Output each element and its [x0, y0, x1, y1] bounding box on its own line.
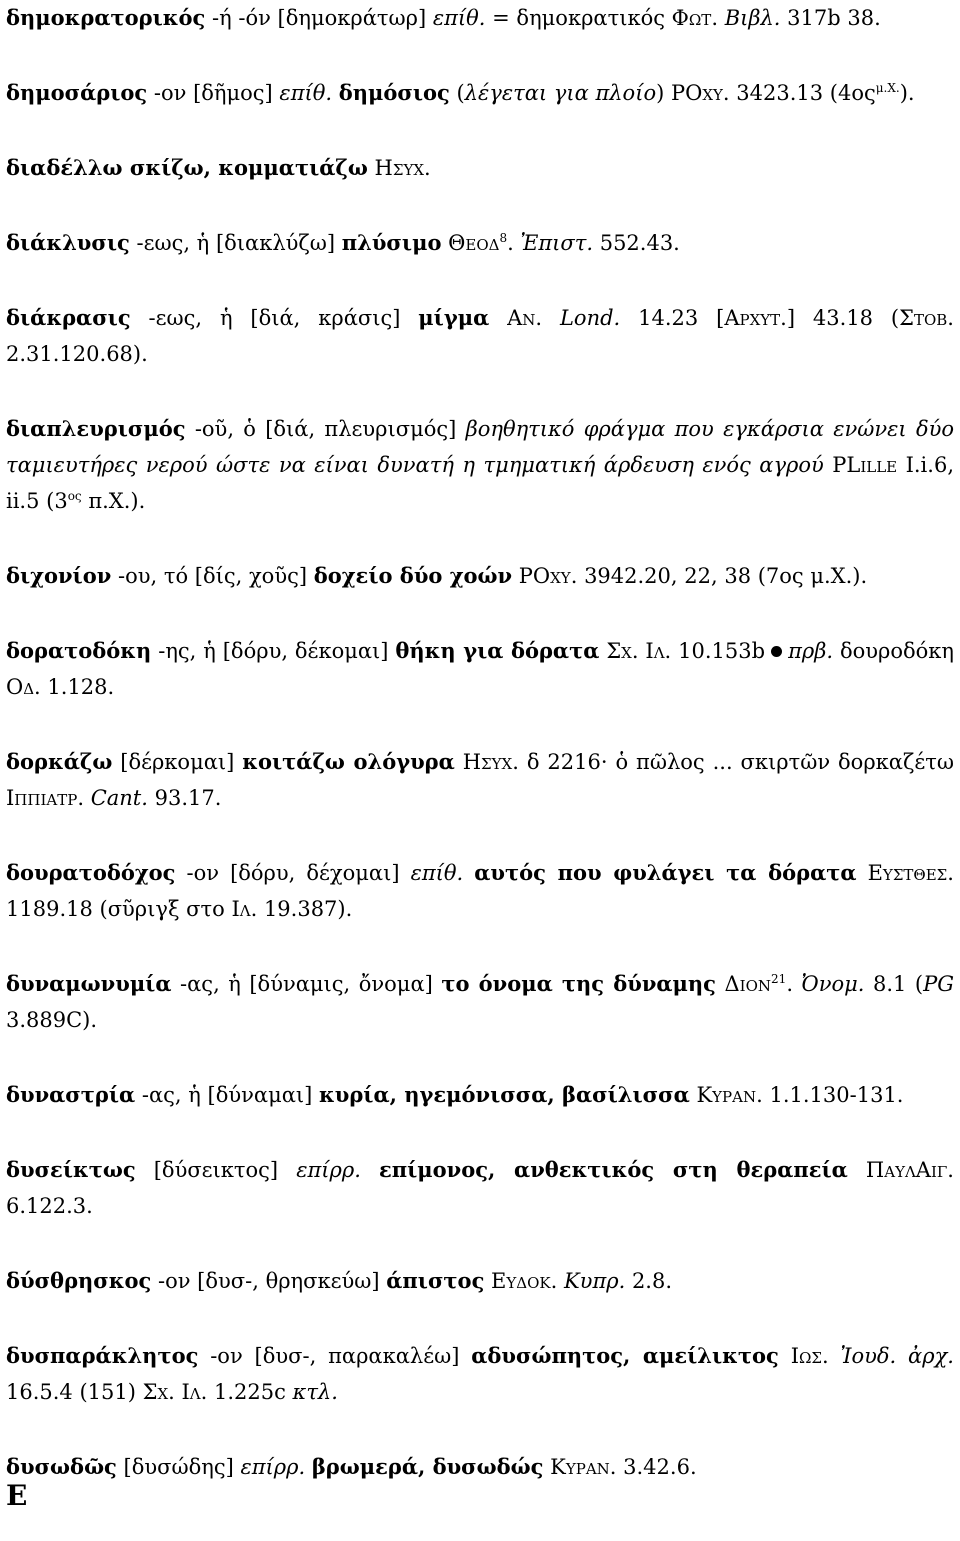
entry-headword: διαπλευρισμός [6, 416, 186, 441]
entry-superscript: μ.Χ. [875, 81, 900, 95]
entry-source-abbrev: ΠαυλΑιγ. [865, 1158, 954, 1182]
entry-text: -ου, τό [δίς, χοῦς] [111, 564, 314, 588]
dictionary-entry [6, 1077, 954, 1113]
dictionary-entry [6, 150, 954, 186]
dictionary-entry [6, 1338, 954, 1410]
entry-source-abbrev: Ευδοκ. [491, 1269, 558, 1293]
entry-source-abbrev: POxy. [670, 81, 730, 105]
entry-text: ] 43.18 ( [786, 306, 900, 330]
entry-text [779, 1344, 791, 1368]
entry-definition: δημόσιος [338, 80, 450, 105]
entry-text: -ας, ἡ [δύναμαι] [135, 1083, 320, 1107]
entry-definition: κυρία, ηγεμόνισσα, βασίλισσα [319, 1082, 690, 1107]
entry-text: I.i.6, ii.5 (3 [6, 453, 954, 513]
entry-text [305, 1455, 312, 1479]
dictionary-entry [6, 1449, 954, 1485]
entry-text: [δέρκομαι] [112, 750, 243, 774]
entry-italic-text: βοηθητικό φράγμα που εγκάρσια ενώνει δύο ταμιευτήρες νερού ώστε να είναι δυνατή η τμηματική άρδευση ενός αγρού [6, 417, 954, 477]
entry-text: 317b 38. [780, 6, 881, 30]
dictionary-entry [6, 225, 954, 261]
entry-text: -ης, ἡ [δόρυ, δέκομαι] [151, 639, 396, 663]
entry-text [857, 861, 868, 885]
entry-italic-text: επίθ. [410, 861, 464, 885]
entry-text [463, 861, 474, 885]
entry-text: π.Χ.). [81, 489, 146, 513]
entry-text [542, 306, 560, 330]
entry-text: ) [656, 81, 671, 105]
entry-definition: επίμονος, ανθεκτικός στη θεραπεία [378, 1157, 848, 1182]
entry-headword: δορατοδόκη [6, 638, 152, 663]
entry-text [557, 1269, 564, 1293]
entry-text [84, 786, 91, 810]
entry-source-abbrev: Κυραν. [696, 1083, 763, 1107]
entry-text: . [507, 231, 521, 255]
entry-italic-text: επίρρ. [296, 1158, 361, 1182]
entry-italic-text: επίθ. [279, 81, 333, 105]
dictionary-entry [6, 0, 954, 36]
entry-source-abbrev: Αν. [507, 306, 543, 330]
dictionary-entry [6, 300, 954, 372]
entry-headword: διάκλυσις [6, 230, 130, 255]
entry-italic-text: πρβ. [788, 639, 834, 663]
entry-definition: δοχείο δύο χοών [313, 563, 513, 588]
entry-source-abbrev: Φωτ. [671, 6, 718, 30]
entry-text [368, 156, 375, 180]
entry-text: . [786, 972, 802, 996]
entry-headword: δορκάζω [6, 749, 113, 774]
entry-italic-text: Lond. [559, 306, 621, 330]
entry-definition: θήκη για δόρατα [395, 638, 600, 663]
entry-text: 552.43. [593, 231, 680, 255]
dictionary-entry [6, 75, 954, 111]
entry-text: 2.31.120.68). [6, 342, 148, 366]
entry-text: 1.128. [40, 675, 115, 699]
dictionary-entry [6, 1263, 954, 1299]
entry-headword: δημοσάριος [6, 80, 148, 105]
entry-text: -οῦ, ὁ [διά, πλευρισμός] [185, 417, 466, 441]
entry-italic-text: Ἰουδ. ἀρχ. [840, 1344, 954, 1368]
entry-source-abbrev: Ησυχ. [374, 156, 431, 180]
entry-italic-text: Ἐπιστ. [520, 231, 594, 255]
entry-text [361, 1158, 379, 1182]
entry-italic-text: Ὀνομ. [801, 972, 865, 996]
dictionary-entry [6, 411, 954, 519]
entry-source-abbrev: Αρχυτ. [724, 306, 787, 330]
entry-text: = δημοκρατικός [485, 6, 672, 30]
entry-text: 6.122.3. [6, 1194, 93, 1218]
entry-text: δ 2216· ὁ πῶλος ... σκιρτῶν δορκαζέτω [518, 750, 954, 774]
entry-source-abbrev: Ιωσ. [790, 1344, 829, 1368]
entry-text: 19.387). [257, 897, 353, 921]
entry-text: 3942.20, 22, 38 (7ος μ.Χ.). [577, 564, 868, 588]
entry-source-abbrev: Οδ. [6, 675, 41, 699]
entry-definition: αυτός που φυλάγει τα δόρατα [474, 860, 857, 885]
entry-headword: δημοκρατορικός [6, 5, 206, 30]
entry-definition: άπιστος [386, 1268, 485, 1293]
entry-headword: διαδέλλω σκίζω, κομματιάζω [6, 155, 368, 180]
entry-headword: δυσωδῶς [6, 1454, 117, 1479]
entry-text: -ον [δυσ-, θρησκεύω] [151, 1269, 387, 1293]
dictionary-entry [6, 1152, 954, 1224]
entry-text [718, 6, 725, 30]
entry-text [512, 564, 519, 588]
entry-italic-text: Κυπρ. [563, 1269, 626, 1293]
bullet-icon [771, 646, 782, 657]
entry-headword: δουρατοδόχος [6, 860, 176, 885]
dictionary-entry [6, 558, 954, 594]
entry-source-abbrev: Διον [724, 972, 772, 996]
entry-text: -ον [δόρυ, δέχομαι] [175, 861, 411, 885]
entry-italic-text: επίρρ. [240, 1455, 306, 1479]
dictionary-entry [6, 744, 954, 816]
entry-text: 14.23 [ [620, 306, 725, 330]
entry-source-abbrev: POxy. [518, 564, 578, 588]
entry-text: [δύσεικτος] [135, 1158, 297, 1182]
entry-text: -εως, ἡ [διά, κράσις] [130, 306, 419, 330]
entry-text [824, 453, 832, 477]
entry-superscript: 21 [771, 972, 787, 986]
entry-text: 3.889C). [6, 1008, 98, 1032]
entry-text [716, 972, 725, 996]
entry-text [489, 306, 507, 330]
entry-definition: πλύσιμο [341, 230, 442, 255]
entry-text [848, 1158, 866, 1182]
entry-text: 16.5.4 (151) [6, 1380, 143, 1404]
entry-italic-text: Βιβλ. [724, 6, 781, 30]
entry-text: 8.1 ( [864, 972, 924, 996]
entry-text: δουροδόκη [833, 639, 954, 663]
entry-definition: αδυσώπητος, αμείλικτος [471, 1343, 779, 1368]
entry-text: -εως, ἡ [διακλύζω] [129, 231, 342, 255]
entry-text: 10.153b [671, 639, 766, 663]
entry-source-abbrev: Ιλ. [231, 897, 258, 921]
entry-text: 1.225c [207, 1380, 293, 1404]
entry-source-abbrev: Σχ. Ιλ. [142, 1380, 208, 1404]
entry-superscript: 8 [499, 231, 508, 245]
dictionary-page [6, 0, 954, 1524]
entry-source-abbrev: Ευστθεσ. [867, 861, 954, 885]
entry-text [455, 750, 463, 774]
entry-text: -ον [δυσ-, παρακαλέω] [198, 1344, 472, 1368]
entry-definition: μίγμα [418, 305, 490, 330]
entry-text: 1.1.130-131. [762, 1083, 904, 1107]
entry-headword: δυναμωνυμία [6, 971, 172, 996]
entry-text: [δυσώδης] [116, 1455, 241, 1479]
entry-source-abbrev: Θεοδ [448, 231, 500, 255]
entry-text: ). [899, 81, 915, 105]
entry-source-abbrev: Κυραν. [550, 1455, 617, 1479]
entry-definition: βρωμερά, δυσωδώς [311, 1454, 544, 1479]
entry-source-abbrev: PLille [832, 453, 898, 477]
entry-headword: δυσπαράκλητος [6, 1343, 199, 1368]
entry-text: -ον [δῆμος] [147, 81, 280, 105]
entry-definition: κοιτάζω ολόγυρα [242, 749, 455, 774]
entry-source-abbrev: Σχ. Ιλ. [606, 639, 672, 663]
entry-italic-text: επίθ. [432, 6, 486, 30]
entry-headword: διχονίον [6, 563, 112, 588]
dictionary-entry [6, 966, 954, 1038]
entry-superscript: ος [67, 489, 82, 503]
entry-text: 3.42.6. [616, 1455, 697, 1479]
entry-headword: δυναστρία [6, 1082, 136, 1107]
entry-text [829, 1344, 841, 1368]
entry-text: ( [449, 81, 465, 105]
entry-source-abbrev: Στοβ. [899, 306, 954, 330]
entry-text: 2.8. [625, 1269, 673, 1293]
entry-text [332, 81, 339, 105]
entry-text: 1189.18 (σῦριγξ στο [6, 897, 232, 921]
dictionary-entry [6, 855, 954, 927]
entry-list [6, 0, 954, 1485]
entry-source-abbrev: Ιππιατρ. [6, 786, 84, 810]
entry-text: -ή -όν [δημοκράτωρ] [205, 6, 433, 30]
entry-headword: δυσείκτως [6, 1157, 136, 1182]
entry-headword: δύσθρησκος [6, 1268, 152, 1293]
entry-definition: το όνομα της δύναμης [441, 971, 716, 996]
entry-source-abbrev: Ησυχ. [462, 750, 519, 774]
entry-text: 3423.13 (4ος [729, 81, 876, 105]
entry-text: -ας, ἡ [δύναμις, ὄνομα] [171, 972, 442, 996]
entry-italic-text: PG [923, 972, 954, 996]
entry-italic-text: κτλ. [292, 1380, 338, 1404]
dictionary-entry [6, 633, 954, 705]
section-letter: Ε [6, 1479, 28, 1512]
entry-headword: διάκρασις [6, 305, 131, 330]
entry-italic-text: λέγεται για πλοίο [464, 81, 657, 105]
entry-italic-text: Cant. [90, 786, 148, 810]
entry-text: 93.17. [147, 786, 222, 810]
